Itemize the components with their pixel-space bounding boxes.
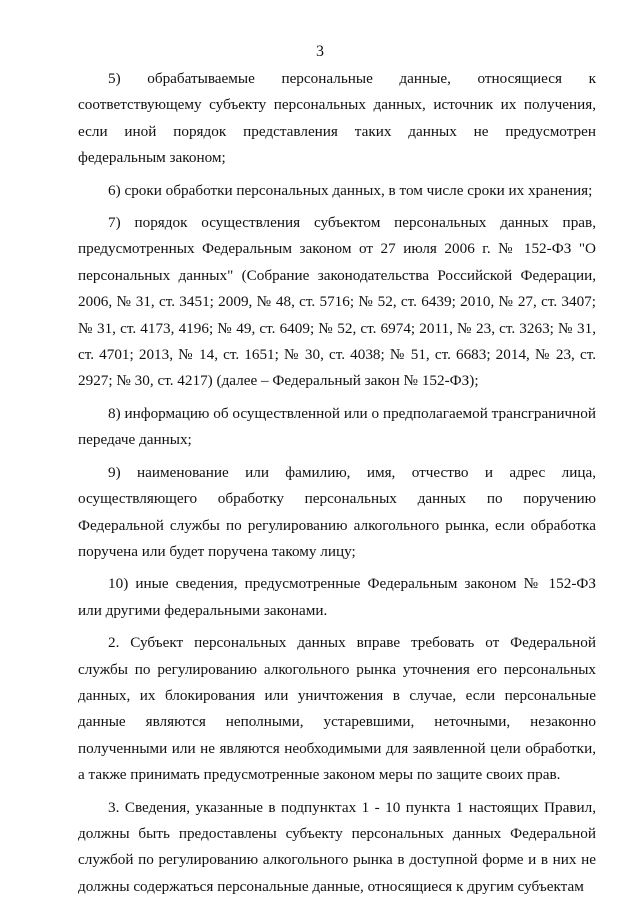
paragraph-item-10: 10) иные сведения, предусмотренные Федеральным законом № 152-ФЗ или другими федеральными законами. bbox=[78, 575, 596, 619]
paragraph-item-8: 8) информацию об осуществленной или о предполагаемой трансграничной передаче данных; bbox=[78, 404, 596, 449]
paragraph-clause-3: 3. Сведения, указанные в подпунктах 1 - 10 пункта 1 настоящих Правил, должны быть предоставлены субъекту персональных данных Федеральной службой по регулированию алкогольного рынка в доступной форме и в них не должны содержаться персональные данные, относящиеся к другим субъектам bbox=[78, 798, 596, 895]
paragraph-item-9: 9) наименование или фамилию, имя, отчество и адрес лица, осуществляющего обработку персональных данных по поручению Федеральной службы по регулированию алкогольного рынка, если обработка поручена или будет поручена такому лицу; bbox=[78, 463, 596, 560]
paragraph-item-7: 7) порядок осуществления субъектом персональных данных прав, предусмотренных Федеральным законом от 27 июля 2006 г. № 152-ФЗ "О персональных данных" (Собрание законодательства Российской Федерации, 2006, № 31, ст. 3451; 2009, № 48, ст. 5716; № 52, ст. 6439; 2010, № 27, ст. 3407; № 31, ст. 4173, 4196; № 49, ст. 6409; № 52, ст. 6974; 2011, № 23, ст. 3263; № 31, ст. 4701; 2013, № 14, ст. 1651; № 30, ст. 4038; № 51, ст. 6683; 2014, № 23, ст. 2927; № 30, ст. 4217) (далее – Федеральный закон № 152-ФЗ); bbox=[78, 214, 596, 390]
document-body bbox=[78, 66, 596, 906]
paragraph-item-6: 6) сроки обработки персональных данных, в том числе сроки их хранения; bbox=[108, 181, 593, 199]
paragraph-clause-2: 2. Субъект персональных данных вправе требовать от Федеральной службы по регулированию алкогольного рынка уточнения его персональных данных, их блокирования или уничтожения в случае, если персональные данные являются неполными, устаревшими, неточными, незаконно полученными или не являются необходимыми для заявленной цели обработки, а также принимать предусмотренные законом меры по защите своих прав. bbox=[78, 634, 596, 784]
paragraph-item-5: 5) обрабатываемые персональные данные, относящиеся к соответствующему субъекту персональных данных, источник их получения, если иной порядок представления таких данных не предусмотрен федеральным законом; bbox=[78, 70, 596, 167]
page-number: 3 bbox=[316, 43, 324, 60]
